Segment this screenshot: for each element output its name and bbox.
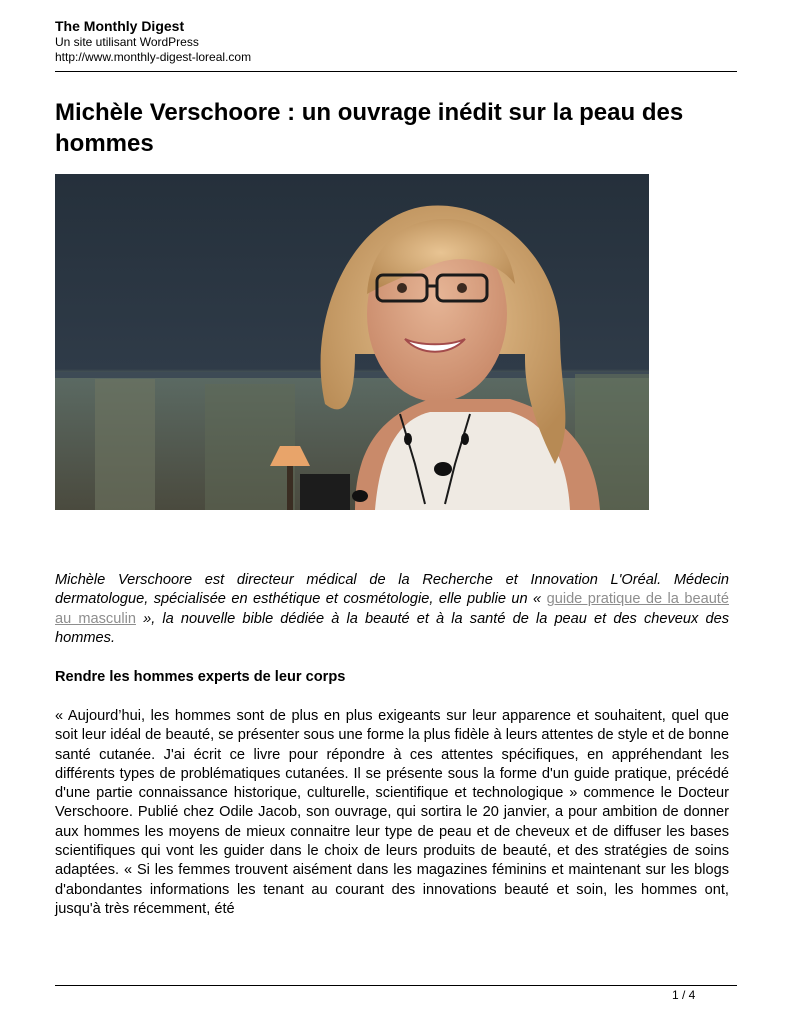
page-number: 1 / 4 — [672, 988, 696, 1002]
intro-text-after: », la nouvelle bible dédiée à la beauté et à la santé de la peau et des cheveux des hommes. — [55, 610, 729, 646]
article-intro — [55, 571, 729, 648]
header-divider — [55, 71, 737, 72]
portrait-illustration — [55, 174, 649, 510]
guide-link[interactable]: guide pratique de la beauté au masculin — [55, 591, 729, 627]
site-header — [55, 18, 737, 65]
section-heading: Rendre les hommes experts de leur corps — [55, 669, 346, 685]
footer-divider — [55, 985, 737, 986]
article-title: Michèle Verschoore : un ouvrage inédit sur la peau des hommes — [55, 99, 684, 157]
intro-text-before: Michèle Verschoore est directeur médical de la Recherche et Innovation L'Oréal. Médecin dermatologue, spécialisée en esthétique et cosmétologie, elle publie un « — [55, 572, 729, 608]
site-tagline: Un site utilisant WordPress — [55, 35, 199, 49]
site-url[interactable]: http://www.monthly-digest-loreal.com — [55, 50, 252, 64]
article-body: « Aujourd’hui, les hommes sont de plus en plus exigeants sur leur apparence et souhaitent, quel que soit leur idéal de beauté, se présenter sous une forme la plus fidèle à leurs attentes de style et de bonne santé cutanée. J'ai écrit ce livre pour répondre à ces attentes spécifiques, en appréhendant les différents types de problématiques cutanées. Il se présente sous la forme d'un guide pratique, précédé d'une partie connaissance historique, culturelle, scientifique et technologique » commence le Docteur Verschoore. Publié chez Odile Jacob, son ouvrage, qui sortira le 20 janvier, a pour ambition de donner aux hommes les moyens de mieux connaitre leur type de peau et de cheveux et de diffuser les bases scientifiques qui vont les guider dans le choix de leurs produits de beauté, et des stratégies de soins adaptées. « Si les femmes trouvent aisément dans les magazines féminins et maintenant sur les blogs d'abondantes informations les tenant au courant des innovations beauté et soin, les hommes ont, jusqu'à très récemment, été — [55, 708, 729, 917]
article-photo — [55, 174, 649, 510]
site-title: The Monthly Digest — [55, 18, 185, 34]
